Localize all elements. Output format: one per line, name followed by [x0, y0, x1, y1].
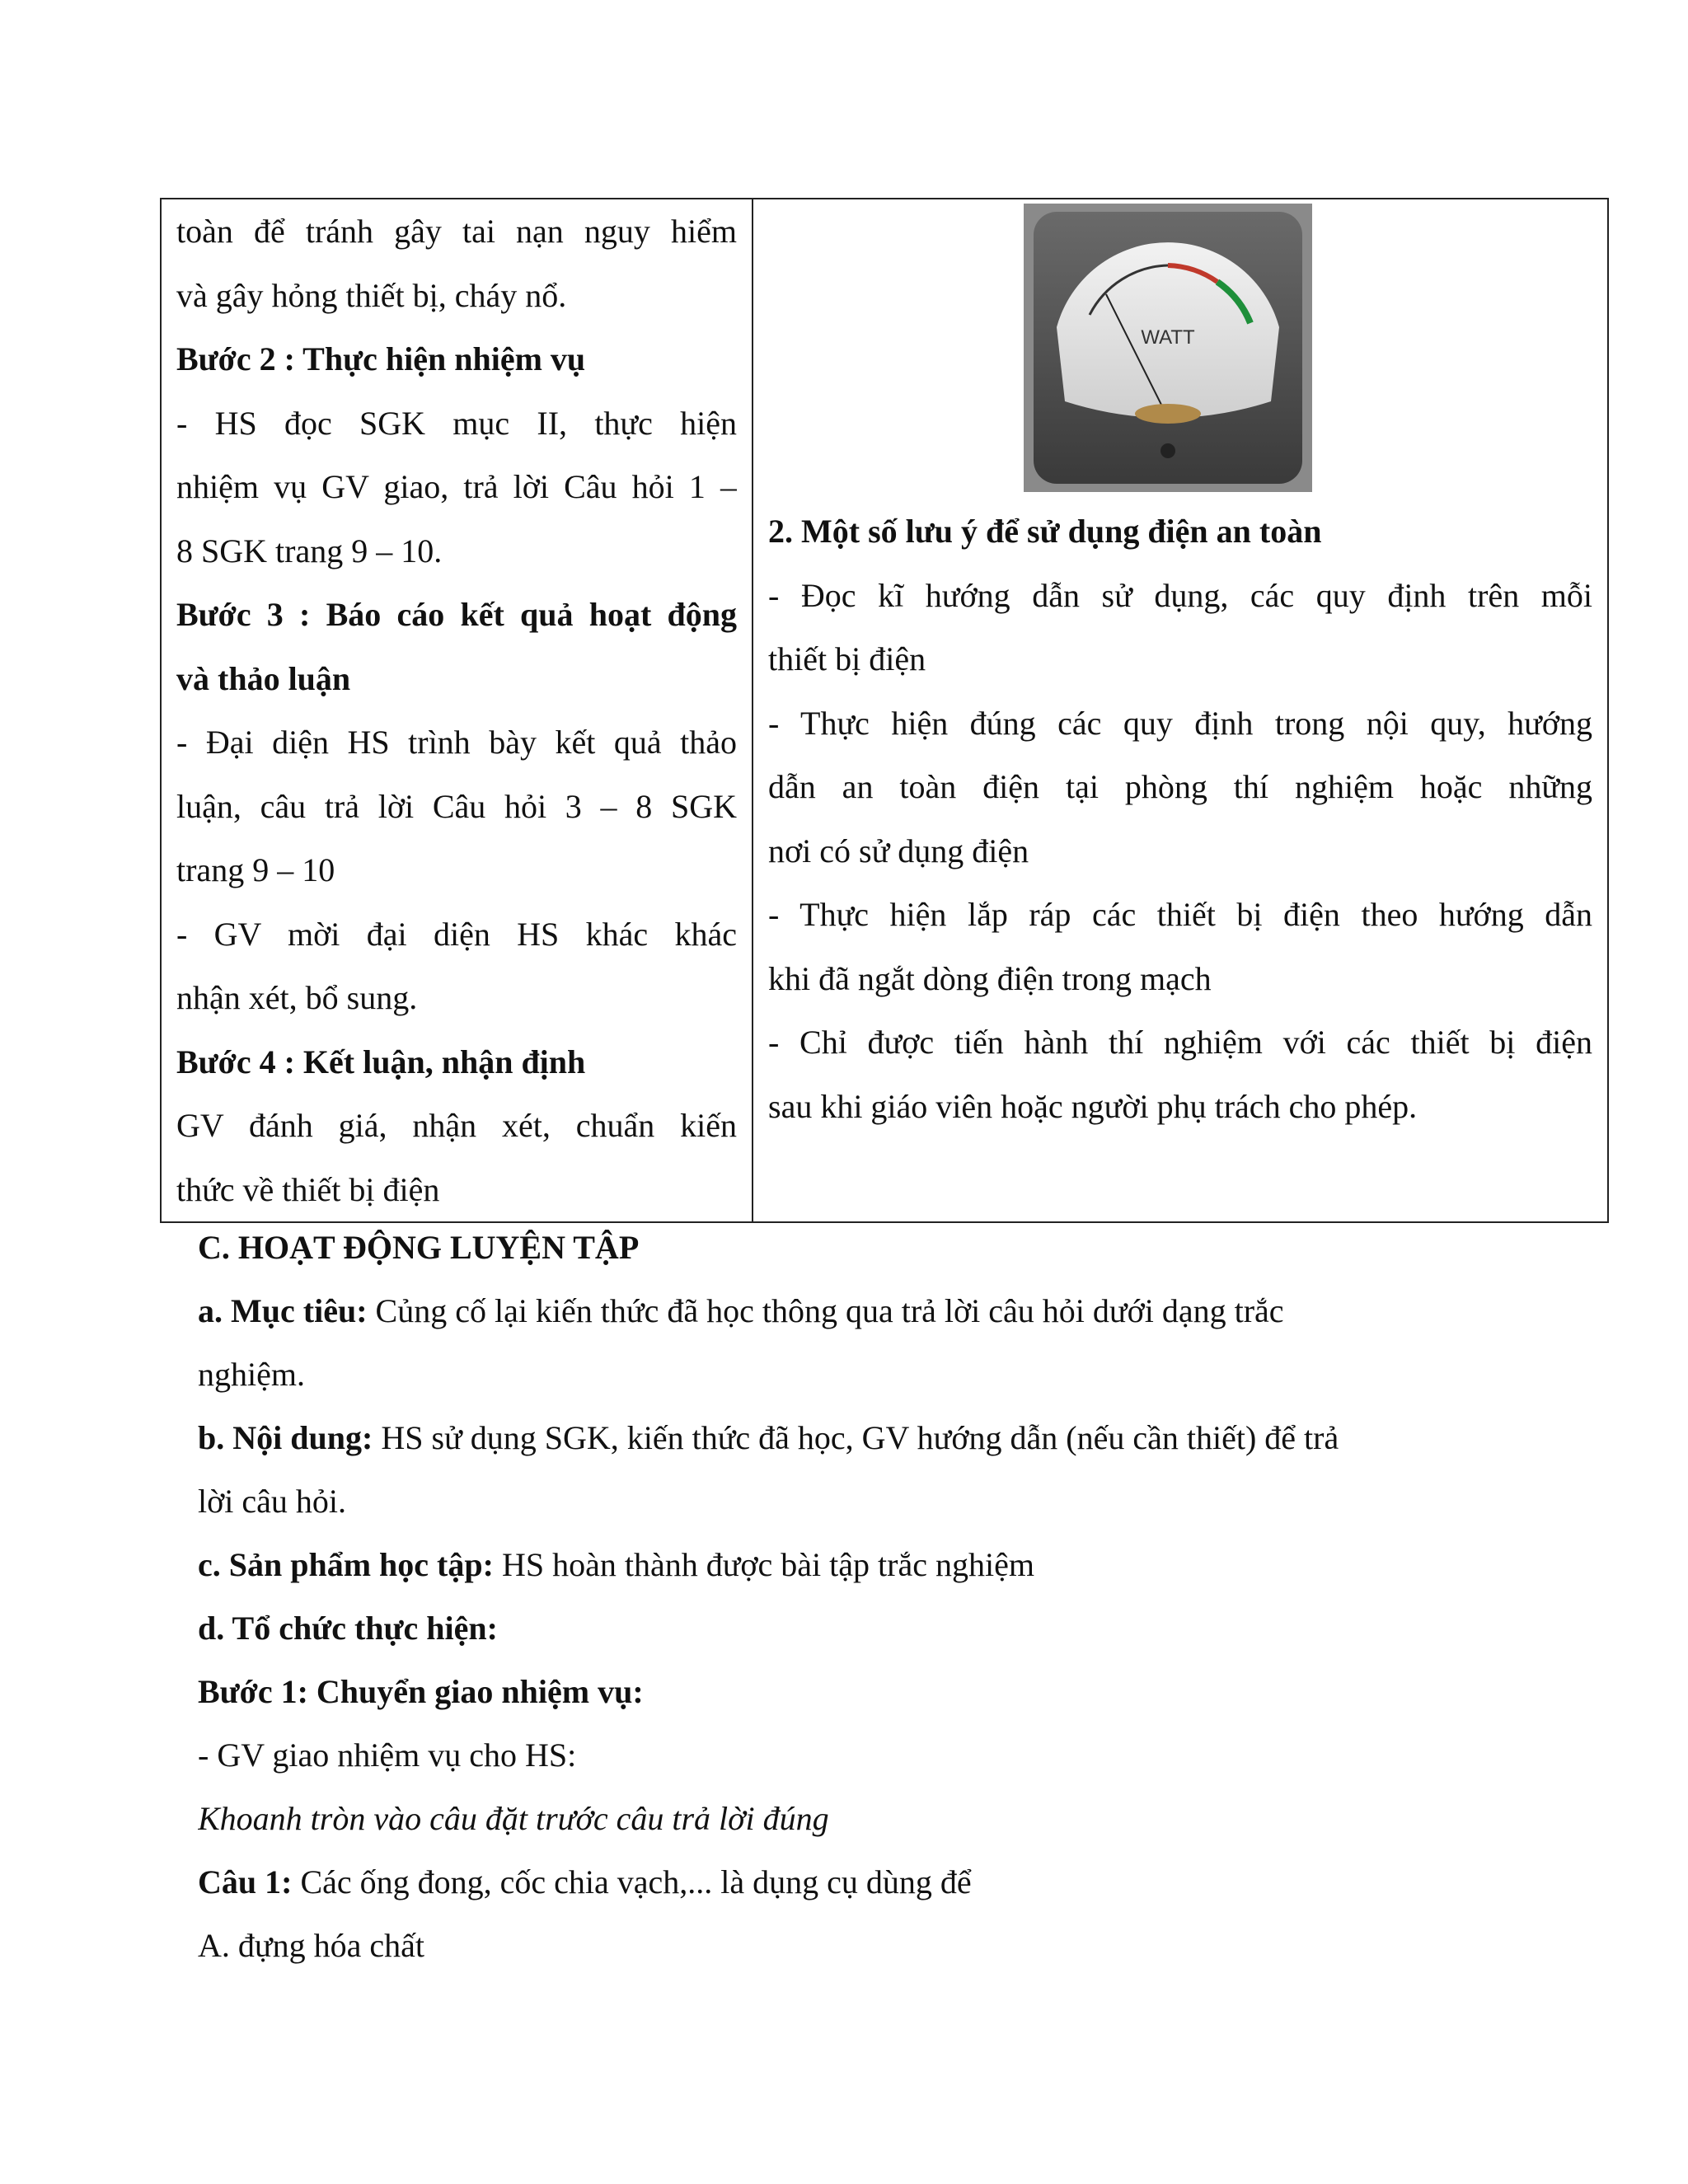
- objective-line: [198, 1279, 1517, 1343]
- text-line: sau khi giáo viên hoặc người phụ trách cho phép.: [768, 1087, 1418, 1125]
- step-3-heading-cont: và thảo luận: [176, 659, 351, 697]
- content-text: HS sử dụng SGK, kiến thức đã học, GV hướng dẫn (nếu cần thiết) để trả: [373, 1419, 1339, 1456]
- text-line: khi đã ngắt dòng điện trong mạch: [768, 959, 1212, 997]
- content-label: b. Nội dung:: [198, 1419, 373, 1456]
- text-line: 8 SGK trang 9 – 10.: [176, 532, 443, 569]
- text-line: - Chỉ được tiến hành thí nghiệm với các thiết bị điện: [768, 1024, 1592, 1061]
- step-4-heading: Bước 4 : Kết luận, nhận định: [176, 1043, 586, 1080]
- text-line: thiết bị điện: [768, 640, 926, 677]
- product-line: [198, 1533, 1517, 1596]
- text-line: và gây hỏng thiết bị, cháy nổ.: [176, 276, 567, 314]
- text-line: dẫn an toàn điện tại phòng thí nghiệm hoặc những: [768, 768, 1592, 805]
- left-column: [161, 199, 753, 1222]
- content-line: [198, 1406, 1517, 1469]
- activity-table: [160, 198, 1609, 1223]
- text-line: nhiệm vụ GV giao, trả lời Câu hỏi 1 –: [176, 468, 737, 505]
- section-c-title: C. HOẠT ĐỘNG LUYỆN TẬP: [198, 1229, 640, 1266]
- step-3-heading: Bước 3 : Báo cáo kết quả hoạt động: [176, 596, 737, 633]
- instruction-text: Khoanh tròn vào câu đặt trước câu trả lời đúng: [198, 1800, 829, 1837]
- text-line: - Thực hiện đúng các quy định trong nội quy, hướng: [768, 704, 1592, 742]
- text-line: thức về thiết bị điện: [176, 1170, 440, 1208]
- objective-label: a. Mục tiêu:: [198, 1292, 368, 1329]
- text-line: luận, câu trả lời Câu hỏi 3 – 8 SGK: [176, 787, 737, 825]
- text-line: - HS đọc SGK mục II, thực hiện: [176, 404, 737, 442]
- product-text: HS hoàn thành được bài tập trắc nghiệm: [493, 1546, 1034, 1583]
- section-c: [198, 1216, 1517, 1977]
- objective-line-cont: nghiệm.: [198, 1356, 305, 1393]
- text-line: toàn để tránh gây tai nạn nguy hiểm: [176, 213, 737, 250]
- objective-text: Củng cố lại kiến thức đã học thông qua trả lời câu hỏi dưới dạng trắc: [367, 1292, 1284, 1329]
- meter-label: WATT: [1141, 326, 1195, 349]
- text-line: - Đọc kĩ hướng dẫn sử dụng, các quy định trên mỗi: [768, 576, 1592, 614]
- product-label: c. Sản phẩm học tập:: [198, 1546, 494, 1583]
- text-line: - GV mời đại diện HS khác khác: [176, 915, 737, 953]
- text-line: trang 9 – 10: [176, 851, 335, 888]
- content-line-cont: lời câu hỏi.: [198, 1483, 346, 1520]
- text-line: - Đại diện HS trình bày kết quả thảo: [176, 724, 737, 761]
- question-label: Câu 1:: [198, 1863, 293, 1900]
- step-1-heading: Bước 1: Chuyển giao nhiệm vụ:: [198, 1673, 644, 1710]
- text-line: - GV giao nhiệm vụ cho HS:: [198, 1736, 577, 1774]
- organization-heading: d. Tổ chức thực hiện:: [198, 1610, 498, 1647]
- step-2-heading: Bước 2 : Thực hiện nhiệm vụ: [176, 340, 586, 377]
- meter-image-area: [768, 199, 1592, 499]
- text-line: GV đánh giá, nhận xét, chuẩn kiến: [176, 1107, 737, 1144]
- right-column: [753, 199, 1608, 1222]
- wattmeter-image: [1024, 204, 1312, 492]
- option-a: A. đựng hóa chất: [198, 1927, 424, 1964]
- text-line: nơi có sử dụng điện: [768, 832, 1029, 869]
- text-line: - Thực hiện lắp ráp các thiết bị điện theo hướng dẫn: [768, 896, 1592, 933]
- safety-heading: 2. Một số lưu ý để sử dụng điện an toàn: [768, 513, 1322, 550]
- question-1: [198, 1850, 1517, 1914]
- question-text: Các ống đong, cốc chia vạch,... là dụng cụ dùng để: [292, 1863, 972, 1900]
- text-line: nhận xét, bổ sung.: [176, 979, 418, 1016]
